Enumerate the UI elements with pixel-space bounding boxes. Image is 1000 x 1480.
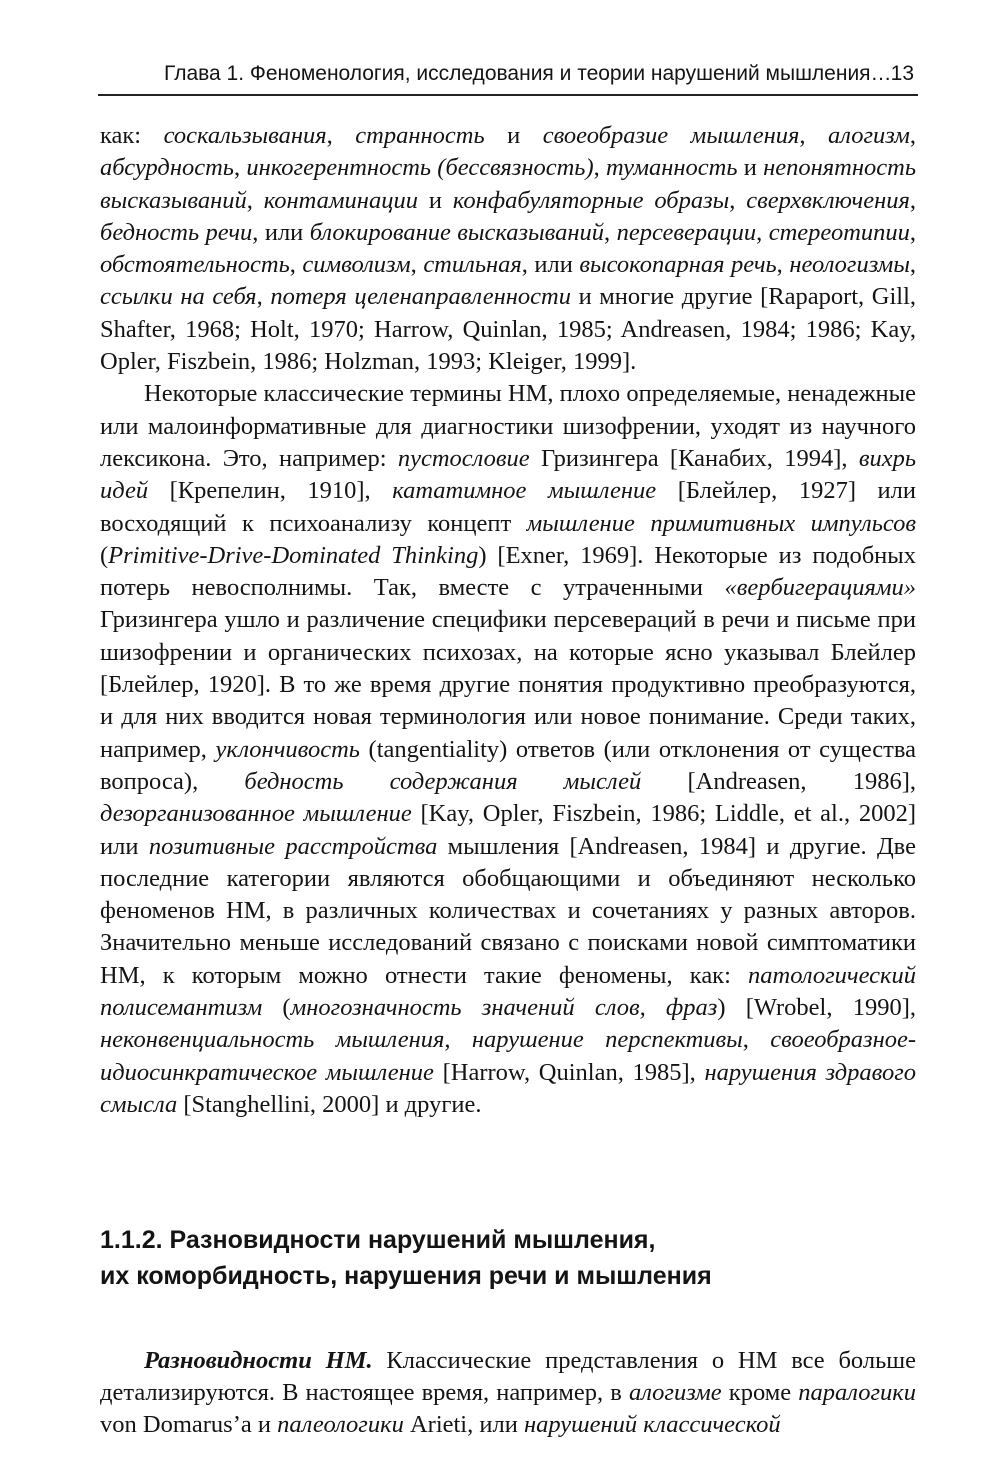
italic-term: своеобразное-идиосинкратическое мышление: [100, 1026, 917, 1086]
text-run: ,: [233, 154, 247, 182]
italic-term: своеобразие мышления: [542, 122, 800, 149]
text-run: ,: [256, 283, 271, 311]
italic-term: инкогерентность (бессвязность): [246, 154, 594, 182]
italic-term: неконвенциальность мышления: [100, 1026, 445, 1054]
text-run: (: [100, 541, 109, 569]
section-heading-line-1: 1.1.2. Разновидности нарушений мышления,: [100, 1226, 656, 1254]
italic-term: стереотипии: [768, 218, 910, 246]
text-run: Гризингера [Канабих, 1994],: [529, 444, 859, 472]
text-run: ,: [776, 251, 790, 279]
italic-term: нарушений классической: [523, 1411, 781, 1439]
text-run: кроме: [721, 1378, 799, 1406]
italic-term: конфабуляторные образы: [452, 186, 730, 214]
text-run: ,: [756, 218, 769, 246]
italic-term: бедность речи: [100, 218, 253, 246]
text-run: ,: [604, 218, 617, 246]
text-run: как:: [100, 122, 164, 149]
text-run: и: [737, 154, 764, 182]
text-run: ,: [729, 186, 747, 214]
italic-term: нарушения здравого смысла: [100, 1058, 916, 1118]
text-run: ,: [909, 218, 917, 246]
text-run: von Domarus’а и: [100, 1411, 278, 1439]
text-run: Некоторые классические термины НМ, плохо определяемые, ненадежные или малоинформативные для диагностики шизофрении, уходят из научного лексикона. Это, например:: [100, 380, 916, 472]
text-run: , или: [252, 218, 310, 246]
text-run: ,: [246, 186, 264, 214]
text-run: Классические представления о НМ все больше детализируются. В настоящее время, например, в: [100, 1346, 917, 1406]
page-number: 13: [890, 62, 914, 85]
paragraph-3: [100, 1345, 916, 1442]
text-run: (: [262, 994, 291, 1022]
paragraph-2: [100, 378, 916, 1121]
text-run: [Andreasen, 1986],: [641, 767, 916, 795]
text-run: ,: [909, 186, 916, 214]
italic-term: ссылки на себя: [100, 283, 257, 311]
text-run: [Stanghellini, 2000] и другие.: [177, 1090, 482, 1118]
italic-term: непонятность высказываний: [100, 154, 916, 214]
bold-run: Разновидности НМ.: [144, 1346, 373, 1374]
running-header: [98, 58, 918, 96]
text-run: и многие другие [Rapaport, Gill, Shafter, 1968; Holt, 1970; Harrow, Quinlan, 1985; Andreasen, 1984; 1986; Kay, Opler, Fiszbein, 1986; Holzman, 1993; Kleiger, 1999].: [100, 283, 917, 376]
italic-term: стильная: [423, 251, 522, 279]
italic-term: многозначность значений слов, фраз: [290, 994, 718, 1022]
italic-term: алогизм: [828, 122, 910, 149]
text-run: ,: [289, 251, 303, 279]
italic-term: потеря целенаправленности: [270, 283, 571, 311]
text-run: ,: [326, 122, 356, 149]
italic-term: соскальзывания: [163, 122, 327, 149]
italic-term: абсурдность: [100, 154, 234, 182]
italic-term: символизм: [302, 251, 411, 279]
text-run: ) [Exner, 1969]. Некоторые из подобных потерь невосполнимы. Так, вместе с утраченными: [100, 541, 916, 602]
italic-term: пустословие: [397, 444, 530, 472]
italic-term: «вербигерациями»: [724, 574, 916, 602]
text-run: (tangentiality) ответов (или отклонения от существа вопроса),: [100, 735, 917, 795]
text-run: [Harrow, Quinlan, 1985],: [433, 1058, 705, 1086]
text-run: ,: [444, 1026, 472, 1054]
text-run: ,: [593, 154, 606, 182]
text-run: [Блейлер, 1927] или восходящий к психоанализу концепт: [100, 477, 916, 537]
italic-term: сверхвключения: [746, 186, 910, 214]
text-run: ,: [410, 251, 424, 279]
text-run: Гризингера ушло и различение специфики персевераций в речи и письме при шизофрении и органических психозах, на которые ясно указывал Блейлер [Блейлер, 1920]. В то же время другие понятия продуктивно преобразуются, и для них вводится новая терминология или новое понимание. Среди таких, например,: [100, 606, 916, 763]
italic-term: обстоятельность: [100, 251, 290, 279]
chapter-title: Глава 1. Феноменология, исследования и теории нарушений мышления…: [164, 62, 892, 85]
text-run: ) [Wrobel, 1990],: [717, 994, 916, 1022]
body-text: [100, 120, 916, 1121]
italic-term: уклончивость: [215, 735, 360, 763]
text-run: ,: [909, 251, 917, 279]
italic-term: палеологики: [277, 1411, 404, 1439]
italic-term: патологический полисемантизм: [100, 961, 916, 1022]
italic-term: Primitive-Drive-Dominated Thinking: [108, 541, 479, 569]
italic-term: паралогики: [798, 1378, 916, 1406]
text-run: ,: [742, 1026, 771, 1054]
italic-term: позитивные расстройства: [148, 832, 438, 860]
italic-term: мышление примитивных импульсов: [526, 509, 916, 537]
italic-term: кататимное мышление: [392, 477, 657, 505]
text-run: Arieti, или: [403, 1411, 524, 1439]
italic-term: высокопарная речь: [579, 251, 777, 279]
text-run: ,: [799, 122, 829, 149]
paragraph-1: [100, 120, 916, 378]
italic-term: контаминации: [263, 186, 418, 214]
italic-term: туманность: [605, 154, 738, 182]
italic-term: алогизме: [628, 1378, 722, 1406]
text-run: [Kay, Opler, Fiszbein, 1986; Liddle, et al., 2002] или: [100, 800, 916, 860]
italic-term: неологизмы: [789, 251, 910, 279]
italic-term: персеверации: [616, 218, 757, 246]
text-run: мышления [Andreasen, 1984] и другие. Две последние категории являются обобщающими и объединяют несколько феноменов НМ, в различных количествах и сочетаниях у разных авторов. Значительно меньше исследований связано с поисками новой симптоматики НМ, к которым можно отнести такие феномены, как:: [100, 832, 916, 989]
italic-term: блокирование высказываний: [309, 218, 605, 246]
section-heading-line-2: их коморбидность, нарушения речи и мышления: [100, 1262, 712, 1290]
italic-term: странность: [355, 122, 485, 149]
text-run: и: [417, 186, 453, 214]
text-run: , или: [521, 251, 580, 279]
section-heading: [100, 1222, 916, 1294]
text-run: и: [484, 122, 543, 149]
italic-term: нарушение перспективы: [471, 1026, 743, 1054]
text-run: [Крепелин, 1910],: [148, 477, 393, 505]
italic-term: дезорганизованное мышление: [100, 800, 412, 828]
text-run: ,: [909, 122, 917, 149]
italic-term: вихрь идей: [100, 444, 916, 505]
italic-term: бедность содержания мыслей: [244, 767, 642, 795]
